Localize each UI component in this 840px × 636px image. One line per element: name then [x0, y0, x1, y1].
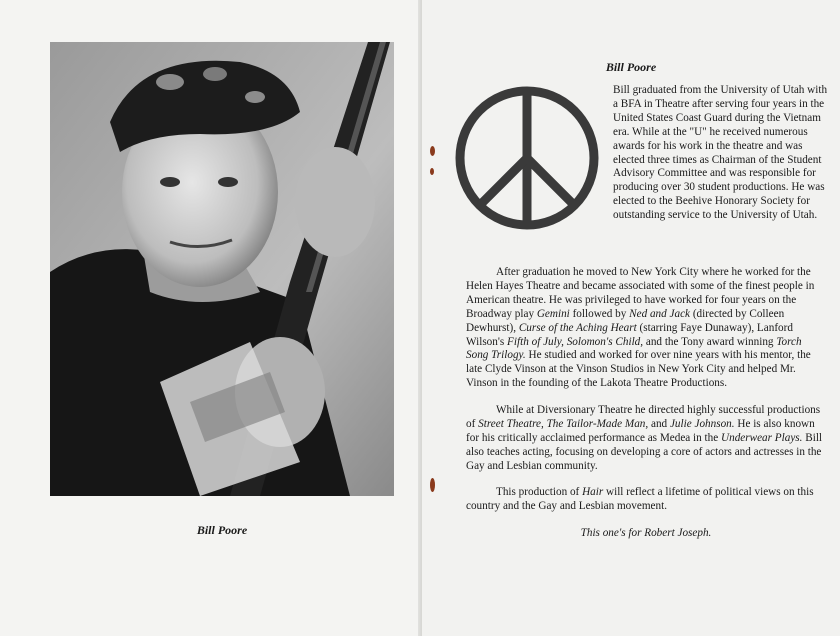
text: After graduation he moved to New York City where he worked for the Helen Hayes Theatre and became associated with some of the finest people in American theatre. He was privileged to have worked for four years on the Broadway play [466, 266, 815, 320]
bio-paragraph-1: Bill graduated from the University of Utah with a BFA in Theatre after serving four years in the United States Coast Guard during the Vietnam era. While at the "U" he received numerous awards for his work in the theatre and was elected three times as Chairman of the Student Advisory Committee and was responsible for producing over 30 student productions. He was elected to the Beehive Honorary Society for outstanding service to the University of Utah. [613, 84, 828, 222]
peace-sign-icon [452, 83, 602, 233]
play-title: Underwear Plays. [721, 431, 803, 444]
text: While at Diversionary Theatre he directed highly successful productions of [466, 404, 821, 430]
bio-paragraph-3 [466, 404, 826, 474]
text: followed by [569, 307, 630, 320]
play-title: Gemini [536, 307, 570, 320]
bio-title: Bill Poore [605, 60, 657, 74]
dedication: This one's for Robert Joseph. [580, 527, 712, 539]
text: will reflect a lifetime of political views on this country and the Gay and Lesbian movement. [466, 486, 814, 512]
play-title: Fifth of July, Solomon's Child, [507, 335, 644, 348]
paper-stain [430, 168, 434, 175]
bio-paragraph-4 [466, 486, 826, 514]
man-with-rifle-photo [50, 42, 394, 496]
play-title: Torch Song Trilogy. [466, 335, 802, 362]
paper-stain [430, 478, 435, 492]
bio-paragraph-2 [466, 266, 826, 391]
play-title: Curse of the Aching Heart [518, 321, 637, 334]
text: This production of [496, 486, 583, 498]
paper-stain [430, 146, 435, 156]
play-title: Ned and Jack [629, 307, 691, 320]
text: and the Tony award winning [643, 335, 777, 348]
play-title: Hair [582, 486, 604, 498]
text: and [648, 417, 670, 430]
text: He is also known for his critically acclaimed performance as Medea in the [466, 417, 815, 444]
text: (starring Faye Dunaway), Lanford Wilson's [466, 321, 793, 348]
play-title: Julie Johnson. [669, 417, 735, 430]
portrait-photo [50, 42, 394, 496]
text: (directed by Colleen Dewhurst), [466, 307, 785, 334]
play-title: Street Theatre, The Tailor-Made Man, [478, 417, 649, 430]
text: He studied and worked for over nine years with his mentor, the late Clyde Vinson at the Vinson Studios in New York City and helped Mr. Vinson in the founding of the Lakota Theatre Productions. [466, 349, 811, 390]
text: Bill also teaches acting, focusing on developing a core of actors and actresses in the Gay and Lesbian community. [466, 431, 823, 472]
photo-caption: Bill Poore [196, 523, 248, 537]
